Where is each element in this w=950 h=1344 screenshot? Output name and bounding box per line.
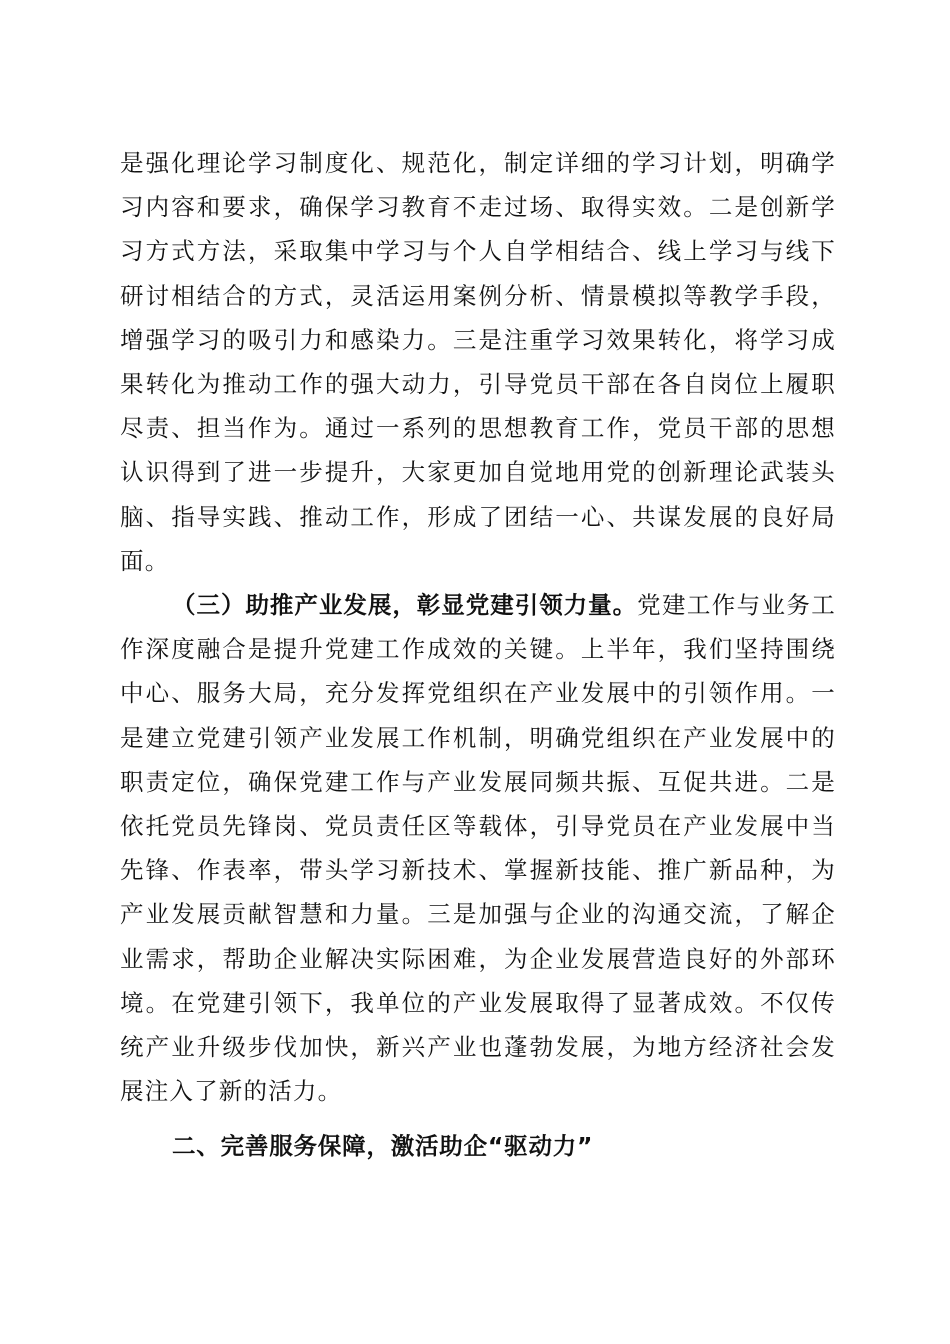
subsection-body: 党建工作与业务工作深度融合是提升党建工作成效的关键。上半年，我们坚持围绕中心、服务大局，充分发挥党组织在产业发展中的引领作用。一是建立党建引领产业发展工作机制，明确党组织在产业发展中的职责定位，确保党建工作与产业发展同频共振、互促共进。二是依托党员先锋岗、党员责任区等载体，引导党员在产业发展中当先锋、作表率，带头学习新技术、掌握新技能、推广新品种，为产业发展贡献智慧和力量。三是加强与企业的沟通交流，了解企业需求，帮助企业解决实际困难，为企业发展营造良好的外部环境。在党建引领下，我单位的产业发展取得了显著成效。不仅传统产业升级步伐加快，新兴产业也蓬勃发展，为地方经济社会发展注入了新的活力。	[120, 591, 836, 1106]
section-heading: 二、完善服务保障，激活助企“驱动力”	[172, 1132, 594, 1160]
subsection-paragraph	[120, 583, 836, 1113]
subsection-title: （三）助推产业发展，彰显党建引领力量。	[172, 591, 638, 619]
body-paragraph: 是强化理论学习制度化、规范化，制定详细的学习计划，明确学习内容和要求，确保学习教育不走过场、取得实效。二是创新学习方式方法，采取集中学习与个人自学相结合、线上学习与线下研讨相结合的方式，灵活运用案例分析、情景模拟等教学手段，增强学习的吸引力和感染力。三是注重学习效果转化，将学习成果转化为推动工作的强大动力，引导党员干部在各自岗位上履职尽责、担当作为。通过一系列的思想教育工作，党员干部的思想认识得到了进一步提升，大家更加自觉地用党的创新理论武装头脑、指导实践、推动工作，形成了团结一心、共谋发展的良好局面。	[120, 149, 836, 575]
